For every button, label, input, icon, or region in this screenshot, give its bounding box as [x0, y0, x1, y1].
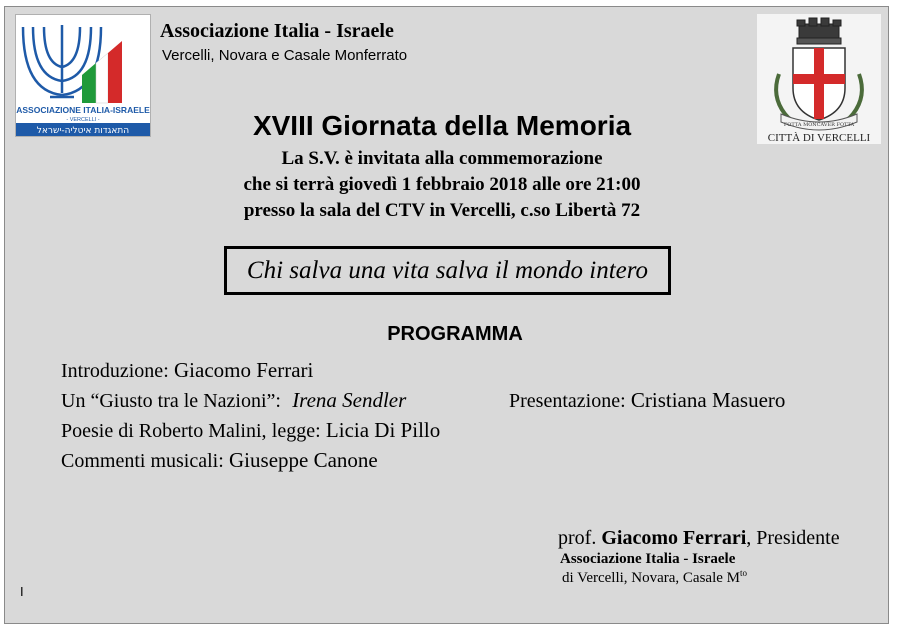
- intro-label: Introduzione:: [61, 360, 169, 382]
- presentation-label: Presentazione:: [509, 390, 626, 412]
- program-music: [61, 448, 378, 473]
- giusto-label: Un “Giusto tra le Nazioni”:: [61, 390, 281, 412]
- logo-city: - VERCELLI -: [66, 117, 100, 123]
- intro-value: Giacomo Ferrari: [174, 358, 314, 382]
- poems-label: Poesie di Roberto Malini,: [61, 420, 267, 442]
- program-giusto: [61, 388, 406, 413]
- invite-line-2: che si terrà giovedì 1 febbraio 2018 alle ore 21:00: [243, 174, 641, 195]
- invite-line-3: presso la sala del CTV in Vercelli, c.so Libertà 72: [243, 200, 641, 221]
- giusto-value: Irena Sendler: [292, 388, 407, 412]
- invite-line-1: La S.V. è invitata alla commemorazione: [281, 148, 603, 169]
- association-cities: Vercelli, Novara e Casale Monferrato: [162, 47, 408, 64]
- logo-text: ASSOCIAZIONE ITALIA-ISRAELE: [16, 105, 150, 115]
- program-heading: PROGRAMMA: [387, 323, 523, 345]
- program-intro: [61, 358, 313, 383]
- signature-name: Giacomo Ferrari: [601, 527, 747, 549]
- signature-org: Associazione Italia - Israele: [560, 551, 736, 567]
- org-cities-sup: to: [740, 568, 748, 578]
- music-label: Commenti musicali:: [61, 450, 224, 472]
- city-emblem-label: CITTÀ DI VERCELLI: [767, 132, 871, 144]
- association-name: Associazione Italia - Israele: [160, 20, 394, 42]
- presentation-value: Cristiana Masuero: [630, 388, 786, 412]
- footer-mark: I: [20, 584, 24, 599]
- event-title: XVIII Giornata della Memoria: [252, 110, 632, 141]
- quote-box: [224, 246, 671, 295]
- program-poems: [61, 418, 440, 443]
- signature-line: [558, 527, 840, 550]
- city-motto: FOTTA MONCAVER FOTTA: [783, 122, 855, 128]
- music-value: Giuseppe Canone: [229, 448, 378, 472]
- reads-value: Licia Di Pillo: [325, 418, 441, 442]
- reads-label: legge:: [271, 420, 321, 442]
- program-presentation: [509, 388, 785, 413]
- logo-hebrew: התאגדות איטליה-ישראל: [36, 126, 130, 136]
- org-cities-text: di Vercelli, Novara, Casale M: [562, 570, 741, 586]
- signature-role: , Presidente: [746, 527, 840, 549]
- quote-text: Chi salva una vita salva il mondo intero: [246, 257, 649, 284]
- signature-prefix: prof.: [558, 527, 597, 549]
- signature-org-cities: [562, 568, 747, 587]
